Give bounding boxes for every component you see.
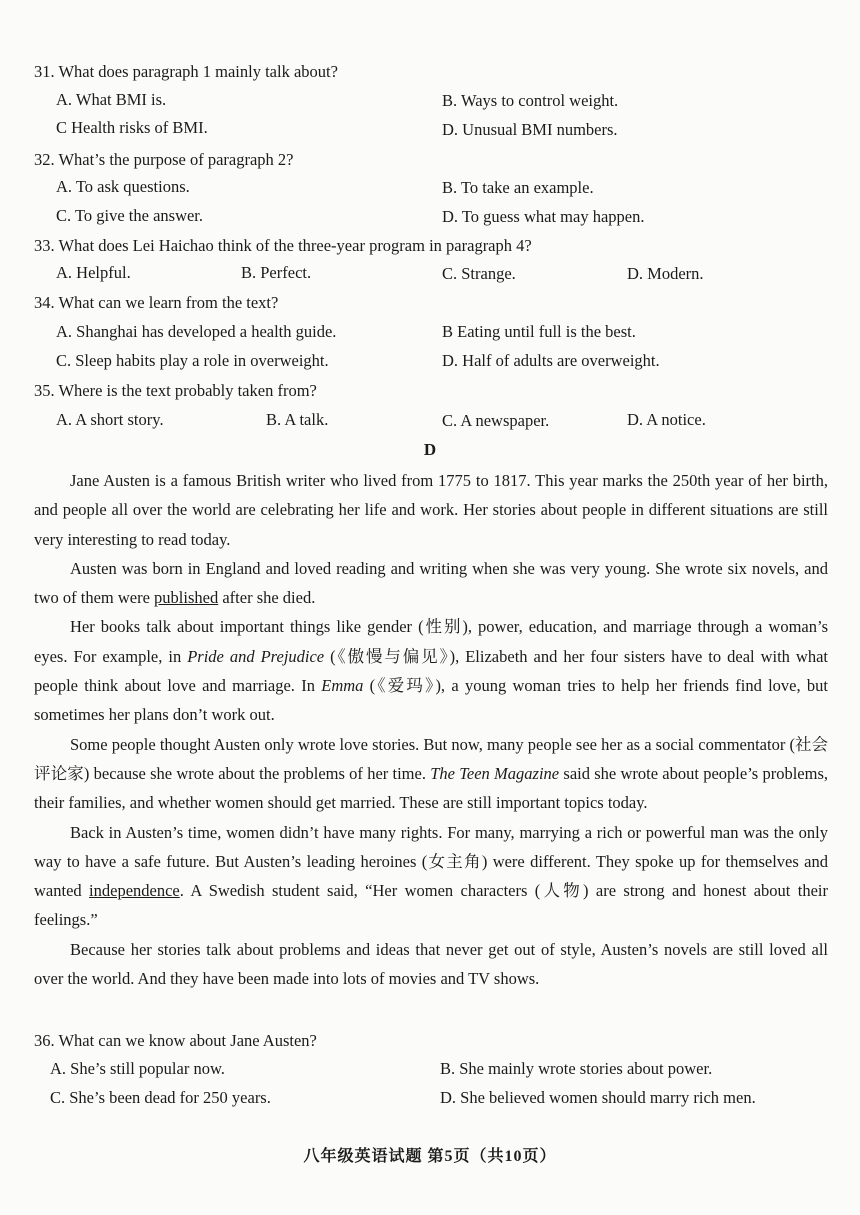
question-34-option-b: B Eating until full is the best.: [442, 322, 636, 341]
question-35-option-a: A. A short story.: [56, 410, 164, 429]
question-32-option-d: D. To guess what may happen.: [442, 207, 645, 226]
question-31-stem: 31. What does paragraph 1 mainly talk about?: [34, 62, 338, 81]
question-35-stem: 35. Where is the text probably taken from?: [34, 381, 317, 400]
paragraph-5-text-b: . A Swedish student said, “Her women characters (人物) are strong and honest about their feelings.”: [34, 881, 828, 930]
question-36-option-c: C. She’s been dead for 250 years.: [50, 1088, 271, 1107]
paragraph-3-text-c: (《爱玛》), a young woman tries to help her friends find love, but sometimes her plans don’t work out.: [34, 676, 828, 725]
question-36-stem: 36. What can we know about Jane Austen?: [34, 1031, 317, 1050]
question-34-stem: 34. What can we learn from the text?: [34, 293, 279, 312]
question-32-stem: 32. What’s the purpose of paragraph 2?: [34, 150, 294, 169]
paragraph-2-text-end: after she died.: [218, 588, 316, 608]
question-33-option-b: B. Perfect.: [241, 263, 312, 282]
question-34-option-d: D. Half of adults are overweight.: [442, 351, 660, 370]
paragraph-3-text-a: Her books talk about important things like gender (性别), power, education, and marriage through a woman’s eyes. For example, in: [34, 617, 828, 666]
book-title-pride-and-prejudice: Pride and Prejudice: [187, 646, 325, 666]
paragraph-4-text-a: Some people thought Austen only wrote love stories. But now, many people see her as a social commentator (社会评论家) because she wrote about the problems of her time.: [34, 734, 828, 783]
question-33-option-d: D. Modern.: [627, 264, 704, 283]
paragraph-3-text-b: (《傲慢与偏见》), Elizabeth and her four sisters have to deal with what people think about love and marriage. In: [34, 646, 828, 696]
question-35-option-c: C. A newspaper.: [442, 411, 550, 430]
question-31-option-b: B. Ways to control weight.: [442, 91, 619, 110]
question-36-option-a: A. She’s still popular now.: [50, 1059, 225, 1078]
underlined-word-published: published: [154, 588, 219, 608]
question-31-option-c: C Health risks of BMI.: [56, 118, 208, 137]
reading-passage: [34, 466, 828, 993]
question-35-option-d: D. A notice.: [627, 410, 706, 429]
paragraph-5-text-a: Back in Austen’s time, women didn’t have many rights. For many, marrying a rich or powerful man was the only way to have a safe future. But Austen’s leading heroines (女主角) were different. They spoke up for themselves and wanted: [34, 822, 828, 901]
page-footer: 八年级英语试题 第5页（共10页）: [303, 1148, 557, 1165]
question-36-option-d: D. She believed women should marry rich men.: [440, 1088, 756, 1107]
question-33-option-c: C. Strange.: [442, 264, 516, 283]
book-title-emma: Emma: [321, 676, 364, 696]
question-32-option-b: B. To take an example.: [442, 178, 594, 197]
question-31-option-a: A. What BMI is.: [56, 90, 167, 109]
passage-paragraph-3: [34, 612, 828, 729]
question-32-option-a: A. To ask questions.: [56, 177, 190, 196]
paragraph-2-text-start: Austen was born in England and loved reading and writing when she was very young. She wrote six novels, and two of them were: [34, 558, 828, 608]
question-33-option-a: A. Helpful.: [56, 263, 131, 282]
question-33-stem: 33. What does Lei Haichao think of the three-year program in paragraph 4?: [34, 236, 532, 255]
passage-paragraph-5: [34, 818, 828, 935]
question-34-option-a: A. Shanghai has developed a health guide.: [56, 322, 337, 341]
magazine-title: The Teen Magazine: [430, 763, 560, 783]
question-31-option-d: D. Unusual BMI numbers.: [442, 120, 618, 139]
question-32-option-c: C. To give the answer.: [56, 206, 204, 225]
underlined-word-independence: independence: [89, 881, 180, 901]
question-36-option-b: B. She mainly wrote stories about power.: [440, 1059, 713, 1078]
question-34-option-c: C. Sleep habits play a role in overweight.: [56, 351, 329, 370]
passage-paragraph-2: [34, 554, 828, 613]
passage-paragraph-6: Because her stories talk about problems and ideas that never get out of style, Austen’s novels are still loved all over the world. And they have been made into lots of movies and TV shows.: [34, 939, 828, 989]
paragraph-4-text-b: said she wrote about people’s problems, their families, and whether women should get married. These are still important topics today.: [34, 763, 828, 813]
question-35-option-b: B. A talk.: [266, 410, 329, 429]
passage-paragraph-1: Jane Austen is a famous British writer who lived from 1775 to 1817. This year marks the 250th year of her birth, and people all over the world are celebrating her life and work. Her stories about people in different situations are still very interesting to read today.: [34, 471, 828, 549]
section-heading: D: [423, 440, 437, 459]
passage-paragraph-4: [34, 730, 828, 818]
